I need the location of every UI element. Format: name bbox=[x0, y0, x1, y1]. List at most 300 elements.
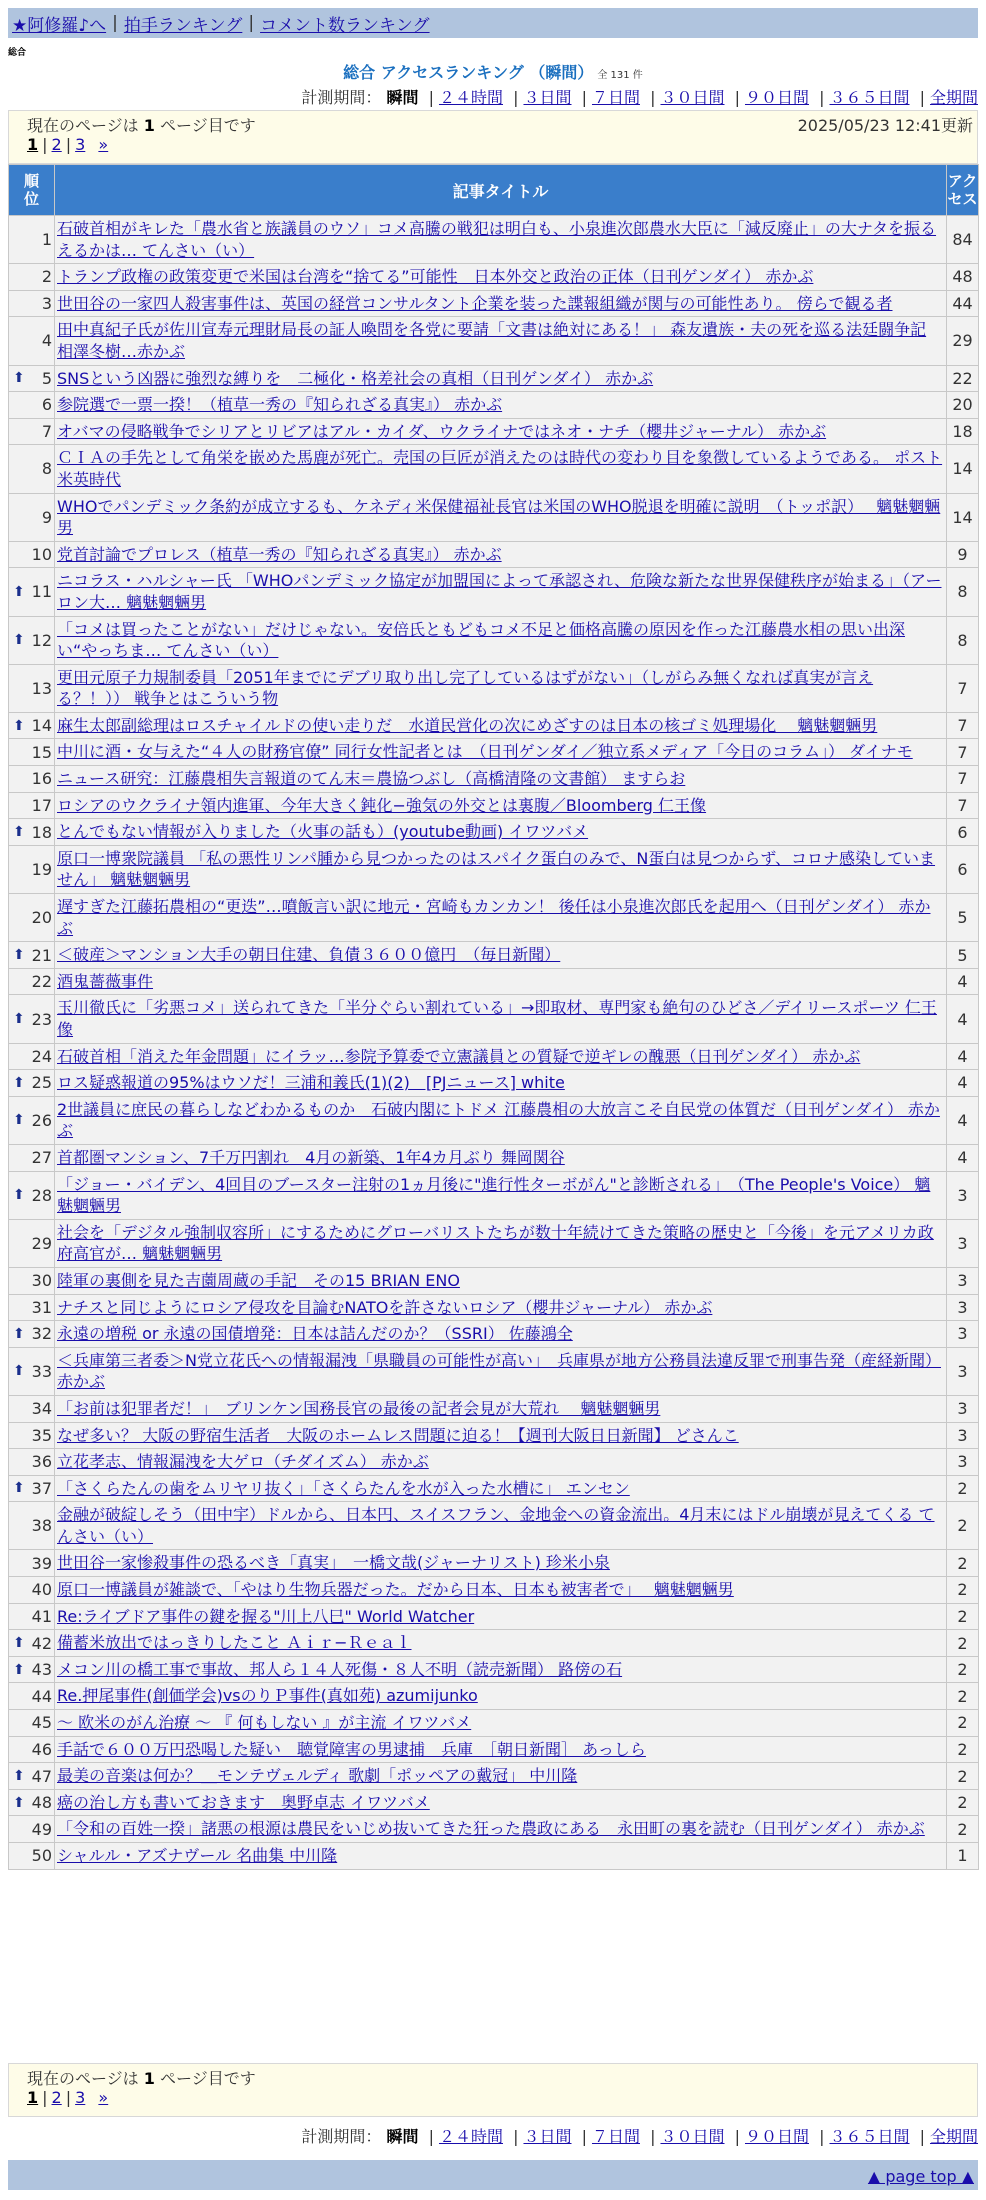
article-link[interactable]: 陸軍の裏側を見た吉薗周蔵の手記 その15 BRIAN ENO bbox=[57, 1270, 460, 1290]
article-link[interactable]: 玉川徹氏に「劣悪コメ」送られてきた「半分ぐらい割れている」→即取材、専門家も絶句のひどさ／デイリースポーツ 仁王像 bbox=[57, 998, 937, 1039]
table-row bbox=[9, 819, 979, 846]
rank-number: 47 bbox=[31, 1766, 52, 1786]
rank-number: 49 bbox=[31, 1819, 52, 1839]
title-cell bbox=[55, 1816, 947, 1843]
rank-cell bbox=[9, 1577, 55, 1604]
article-link[interactable]: ナチスと同じようにロシア侵攻を目論むNATOを許さないロシア（櫻井ジャーナル） 赤かぶ bbox=[57, 1297, 713, 1317]
article-link[interactable]: ニコラス・ハルシャー氏 「WHOパンデミック協定が加盟国によって承認され、危険な新たな世界保健秩序が始まる」（アーロン大… 魑魅魍魎男 bbox=[57, 571, 942, 612]
top-nav-bar bbox=[8, 8, 978, 38]
table-row bbox=[9, 1736, 979, 1763]
table-row bbox=[9, 216, 979, 264]
table-row bbox=[9, 894, 979, 942]
rank-number: 45 bbox=[31, 1713, 52, 1733]
title-cell bbox=[55, 766, 947, 793]
rank-number: 42 bbox=[31, 1633, 52, 1653]
table-row bbox=[9, 664, 979, 712]
rank-number: 40 bbox=[31, 1580, 52, 1600]
table-row bbox=[9, 1683, 979, 1710]
rank-cell bbox=[9, 1843, 55, 1870]
table-row bbox=[9, 1550, 979, 1577]
table-row bbox=[9, 317, 979, 365]
article-link[interactable]: 社会を「デジタル強制収容所」にするためにグローバリストたちが数十年続けてきた策略の歴史と「今後」を元アメリカ政府高官が… 魑魅魍魎男 bbox=[57, 1222, 934, 1264]
rank-number: 1 bbox=[41, 230, 52, 250]
rank-number: 20 bbox=[31, 908, 52, 928]
rank-cell bbox=[9, 1070, 55, 1097]
access-count: 2 bbox=[947, 1816, 979, 1843]
rank-number: 48 bbox=[31, 1793, 52, 1813]
table-row bbox=[9, 845, 979, 893]
article-link[interactable]: 中川に酒・女与えた“４人の財務官僚” 同行女性記者とは （日刊ゲンダイ／独立系メディア「今日のコラム」） ダイナモ bbox=[57, 742, 913, 762]
title-cell bbox=[55, 819, 947, 846]
title-cell bbox=[55, 1294, 947, 1321]
rank-cell bbox=[9, 264, 55, 291]
rank-cell bbox=[9, 1710, 55, 1737]
updated-time: 2025/05/23 12:41更新 bbox=[797, 116, 973, 135]
rank-cell bbox=[9, 541, 55, 568]
table-row bbox=[9, 1502, 979, 1550]
rank-up-arrow-icon: ⬆ bbox=[13, 1187, 25, 1204]
rank-cell bbox=[9, 819, 55, 846]
rank-cell bbox=[9, 739, 55, 766]
rank-up-arrow-icon: ⬆ bbox=[13, 1363, 25, 1380]
title-cell bbox=[55, 1603, 947, 1630]
title-cell bbox=[55, 1347, 947, 1395]
table-header-row bbox=[9, 165, 979, 216]
table-row bbox=[9, 493, 979, 541]
article-link[interactable]: 世田谷の一家四人殺害事件は、英国の経営コンサルタント企業を装った諜報組織が関与の可能性あり。 傍らで観る者 bbox=[57, 293, 893, 313]
period-365d[interactable]: ３６５日間 bbox=[829, 88, 910, 107]
title-cell bbox=[55, 1475, 947, 1502]
total-count: 全 131 件 bbox=[597, 70, 643, 81]
rank-cell bbox=[9, 392, 55, 419]
article-link[interactable]: オバマの侵略戦争でシリアとリビアはアル・カイダ、ウクライナではネオ・ナチ（櫻井ジャーナル） 赤かぶ bbox=[57, 421, 827, 441]
rank-cell bbox=[9, 568, 55, 616]
article-link[interactable]: 金融が破綻しそう（田中宇）ドルから、日本円、スイスフラン、金地金への資金流出。4月末にはドル崩壊が見えてくる てんさい（い） bbox=[57, 1505, 935, 1546]
rank-number: 44 bbox=[31, 1686, 52, 1706]
access-count: 3 bbox=[947, 1395, 979, 1422]
title-cell bbox=[55, 1171, 947, 1219]
article-link[interactable]: 原口一博衆院議員 「私の悪性リンパ腫から見つかったのはスパイク蛋白のみで、N蛋白は見つからず、コロナ感染していません」 魑魅魍魎男 bbox=[57, 848, 936, 890]
access-count: 14 bbox=[947, 493, 979, 541]
rank-number: 22 bbox=[31, 972, 52, 992]
rank-number: 24 bbox=[31, 1046, 52, 1066]
separator: | bbox=[112, 13, 118, 33]
article-link[interactable]: 田中真紀子氏が佐川宣寿元理財局長の証人喚問を各党に要請「文書は絶対にある！」 森友遺族・夫の死を巡る法廷闘争記 相澤冬樹…赤かぶ bbox=[57, 320, 927, 361]
article-link[interactable]: 麻生太郎副総理はロスチャイルドの使い走りだ 水道民営化の次にめざすのは日本の核ゴミ処理場化 魑魅魍魎男 bbox=[57, 715, 878, 735]
rank-cell bbox=[9, 1422, 55, 1449]
period-24h[interactable]: ２４時間 bbox=[438, 88, 503, 107]
title-cell bbox=[55, 1843, 947, 1870]
table-row bbox=[9, 1347, 979, 1395]
article-link[interactable]: 立花孝志、情報漏洩を大ゲロ（チダイズム） 赤かぶ bbox=[57, 1452, 429, 1472]
article-link[interactable]: ロシアのウクライナ領内進軍、今年大きく鈍化−強気の外交とは裏腹／Bloomberg 仁王像 bbox=[57, 795, 707, 815]
table-row bbox=[9, 1656, 979, 1683]
article-link[interactable]: 党首討論でプロレス（植草一秀の『知られざる真実』） 赤かぶ bbox=[57, 544, 502, 564]
article-link[interactable]: 癌の治し方も書いておきます 奥野卓志 イワツバメ bbox=[57, 1792, 430, 1812]
period-30d[interactable]: ３０日間 bbox=[660, 2127, 725, 2146]
rank-up-arrow-icon: ⬆ bbox=[13, 1325, 25, 1342]
access-count: 3 bbox=[947, 1219, 979, 1267]
title-cell bbox=[55, 1683, 947, 1710]
rank-number: 37 bbox=[31, 1478, 52, 1498]
title-cell bbox=[55, 1502, 947, 1550]
title-cell bbox=[55, 216, 947, 264]
access-count: 6 bbox=[947, 845, 979, 893]
article-link[interactable]: 永遠の増税 or 永遠の国債増発：日本は詰んだのか？（SSRI） 佐藤鴻全 bbox=[57, 1324, 573, 1344]
rank-number: 11 bbox=[31, 582, 52, 602]
period-current: 瞬間 bbox=[386, 2127, 419, 2146]
article-link[interactable]: WHOでパンデミック条約が成立するも、ケネディ米保健福祉長官は米国のWHO脱退を明確に説明 （トッポ訳） 魑魅魍魎男 bbox=[57, 496, 941, 538]
rank-cell bbox=[9, 792, 55, 819]
table-row bbox=[9, 1294, 979, 1321]
page-status: 現在のページは 1 ページ目です bbox=[27, 116, 256, 135]
period-30d[interactable]: ３０日間 bbox=[660, 88, 725, 107]
article-link[interactable]: 「コメは買ったことがない」だけじゃない。安倍氏ともどもコメ不足と価格高騰の原因を作った江藤農水相の思い出深い“やっちま… てんさい（い） bbox=[57, 619, 906, 661]
table-row bbox=[9, 264, 979, 291]
period-7d[interactable]: ７日間 bbox=[591, 2127, 640, 2146]
title-cell bbox=[55, 1449, 947, 1476]
rank-number: 26 bbox=[31, 1110, 52, 1130]
rank-number: 21 bbox=[31, 945, 52, 965]
period-all[interactable]: 全期間 bbox=[929, 88, 978, 107]
table-row bbox=[9, 1043, 979, 1070]
rank-number: 29 bbox=[31, 1233, 52, 1253]
title-cell bbox=[55, 1096, 947, 1144]
rank-cell bbox=[9, 1294, 55, 1321]
rank-number: 32 bbox=[31, 1324, 52, 1344]
rank-number: 25 bbox=[31, 1073, 52, 1093]
pager-top bbox=[8, 110, 978, 164]
access-count: 4 bbox=[947, 1144, 979, 1171]
table-row bbox=[9, 290, 979, 317]
access-count: 2 bbox=[947, 1710, 979, 1737]
page-title bbox=[0, 60, 986, 83]
access-count: 4 bbox=[947, 968, 979, 995]
article-link[interactable]: ＜破産＞マンション大手の朝日住建、負債３６００億円 （毎日新聞） bbox=[57, 945, 561, 965]
access-count: 2 bbox=[947, 1603, 979, 1630]
table-row bbox=[9, 1449, 979, 1476]
rank-cell bbox=[9, 664, 55, 712]
rank-cell bbox=[9, 1043, 55, 1070]
access-count: 3 bbox=[947, 1321, 979, 1348]
title-cell bbox=[55, 1550, 947, 1577]
page-3-link[interactable]: 3 bbox=[75, 135, 86, 154]
access-count: 6 bbox=[947, 819, 979, 846]
title-cell bbox=[55, 1577, 947, 1604]
article-link[interactable]: なぜ多い？ 大阪の野宿生活者 大阪のホームレス問題に迫る！【週刊大阪日日新聞】 どさんこ bbox=[57, 1425, 739, 1445]
title-cell bbox=[55, 1789, 947, 1816]
access-count: 3 bbox=[947, 1171, 979, 1219]
table-row bbox=[9, 1321, 979, 1348]
rank-up-arrow-icon: ⬆ bbox=[13, 947, 25, 964]
rank-number: 13 bbox=[31, 678, 52, 698]
title-cell bbox=[55, 616, 947, 664]
period-label: 計測期間： bbox=[301, 88, 382, 107]
table-row bbox=[9, 1267, 979, 1294]
rank-number: 38 bbox=[31, 1516, 52, 1536]
period-24h[interactable]: ２４時間 bbox=[438, 2127, 503, 2146]
article-link[interactable]: SNSという凶器に強烈な縛りを 二極化・格差社会の真相（日刊ゲンダイ） 赤かぶ bbox=[57, 368, 654, 388]
rank-number: 30 bbox=[31, 1271, 52, 1291]
rank-number: 39 bbox=[31, 1553, 52, 1573]
access-count: 7 bbox=[947, 766, 979, 793]
access-count: 7 bbox=[947, 664, 979, 712]
table-row bbox=[9, 1843, 979, 1870]
rank-number: 2 bbox=[41, 267, 52, 287]
access-count: 1 bbox=[947, 1843, 979, 1870]
rank-number: 14 bbox=[31, 716, 52, 736]
period-selector-bottom: 計測期間： 瞬間 | ２４時間 | ３日間 | ７日間 | ３０日間 | ９０日間 | ３６５日間 | 全期間 bbox=[301, 2127, 978, 2146]
title-cell bbox=[55, 445, 947, 493]
access-count: 3 bbox=[947, 1422, 979, 1449]
access-count: 9 bbox=[947, 541, 979, 568]
rank-number: 27 bbox=[31, 1148, 52, 1168]
asyura-home-link[interactable]: ★阿修羅♪へ bbox=[12, 15, 107, 36]
ranking-table-body bbox=[9, 216, 979, 1870]
rank-cell bbox=[9, 317, 55, 365]
rank-number: 19 bbox=[31, 859, 52, 879]
access-count: 4 bbox=[947, 995, 979, 1043]
access-count: 2 bbox=[947, 1577, 979, 1604]
access-count: 2 bbox=[947, 1550, 979, 1577]
article-link[interactable]: 「令和の百姓一揆」諸悪の根源は農民をいじめ抜いてきた狂った農政にある 永田町の裏を読む（日刊ゲンダイ） 赤かぶ bbox=[57, 1819, 925, 1839]
rank-cell bbox=[9, 766, 55, 793]
article-link[interactable]: ロス疑惑報道の95%はウソだ！三浦和義氏(1)(2) [PJニュース] white bbox=[57, 1073, 565, 1093]
access-count: 2 bbox=[947, 1502, 979, 1550]
page-2-link[interactable]: 2 bbox=[51, 2088, 62, 2107]
ranking-title: 総合 アクセスランキング （瞬間） bbox=[343, 63, 594, 82]
rank-cell bbox=[9, 1267, 55, 1294]
rank-number: 41 bbox=[31, 1606, 52, 1626]
rank-number: 28 bbox=[31, 1185, 52, 1205]
article-link[interactable]: ＜兵庫第三者委＞N党立花氏への情報漏洩「県職員の可能性が高い」 兵庫県が地方公務員法違反罪で刑事告発（産経新聞） 赤かぶ bbox=[57, 1350, 941, 1392]
table-row bbox=[9, 1475, 979, 1502]
page-1-current: 1 bbox=[27, 135, 39, 154]
article-link[interactable]: 世田谷一家惨殺事件の恐るべき「真実」 一橋文哉(ジャーナリスト) 珍米小泉 bbox=[57, 1553, 610, 1573]
article-link[interactable]: 2世議員に庶民の暮らしなどわかるものか 石破内閣にトドメ 江藤農相の大放言こそ自民党の体質だ（日刊ゲンダイ） 赤かぶ bbox=[57, 1099, 940, 1141]
rank-cell bbox=[9, 1630, 55, 1657]
title-cell bbox=[55, 845, 947, 893]
rank-cell bbox=[9, 1449, 55, 1476]
title-cell bbox=[55, 1710, 947, 1737]
next-page-link[interactable]: » bbox=[98, 2088, 109, 2107]
page-links-bottom: 1 | 2 | 3 » bbox=[27, 2088, 109, 2107]
table-row bbox=[9, 1219, 979, 1267]
period-all[interactable]: 全期間 bbox=[929, 2127, 978, 2146]
title-cell bbox=[55, 1070, 947, 1097]
period-7d[interactable]: ７日間 bbox=[591, 88, 640, 107]
access-count: 44 bbox=[947, 290, 979, 317]
separator: | bbox=[248, 13, 255, 33]
article-link[interactable]: 最美の音楽は何か？＿モンテヴェルディ 歌劇「ポッペアの戴冠」 中川隆 bbox=[57, 1766, 578, 1786]
rank-cell bbox=[9, 1347, 55, 1395]
title-cell bbox=[55, 1144, 947, 1171]
rank-number: 23 bbox=[31, 1009, 52, 1029]
table-row bbox=[9, 1603, 979, 1630]
article-link[interactable]: 「お前は犯罪者だ！」 ブリンケン国務長官の最後の記者会見が大荒れ 魑魅魍魎男 bbox=[57, 1398, 661, 1418]
period-365d[interactable]: ３６５日間 bbox=[829, 2127, 910, 2146]
article-link[interactable]: 更田元原子力規制委員「2051年までにデブリ取り出し完了しているはずがない」（しがらみ無くなれば真実が言える？！）） 戦争とはこういう物 bbox=[57, 667, 874, 709]
rank-up-arrow-icon: ⬆ bbox=[13, 583, 25, 600]
title-cell bbox=[55, 1763, 947, 1790]
period-label: 計測期間： bbox=[301, 2127, 382, 2146]
article-link[interactable]: 「さくらたんの歯をムリヤリ抜く」「さくらたんを水が入った水槽に」 エンセン bbox=[57, 1478, 630, 1498]
access-count: 29 bbox=[947, 317, 979, 365]
rank-number: 34 bbox=[31, 1399, 52, 1419]
table-row bbox=[9, 792, 979, 819]
rank-number: 6 bbox=[41, 395, 52, 415]
access-count: 22 bbox=[947, 365, 979, 392]
page-top-link[interactable]: ▲ page top ▲ bbox=[867, 2167, 974, 2186]
period-90d[interactable]: ９０日間 bbox=[744, 2127, 809, 2146]
rank-cell bbox=[9, 290, 55, 317]
rank-up-arrow-icon: ⬆ bbox=[13, 824, 25, 841]
rank-cell bbox=[9, 845, 55, 893]
rank-cell bbox=[9, 1683, 55, 1710]
title-cell bbox=[55, 290, 947, 317]
rank-cell bbox=[9, 1816, 55, 1843]
article-link[interactable]: ＣＩＡの手先として角栄を嵌めた馬鹿が死亡。売国の巨匠が消えたのは時代の変わり目を象徴しているようである。 ポスト米英時代 bbox=[57, 448, 943, 489]
rank-cell bbox=[9, 1763, 55, 1790]
access-count: 7 bbox=[947, 792, 979, 819]
title-cell bbox=[55, 894, 947, 942]
access-count: 4 bbox=[947, 1070, 979, 1097]
article-link[interactable]: シャルル・アズナヴール 名曲集 中川隆 bbox=[57, 1846, 338, 1865]
access-count: 2 bbox=[947, 1789, 979, 1816]
table-row bbox=[9, 418, 979, 445]
rank-up-arrow-icon: ⬆ bbox=[13, 1768, 25, 1785]
table-row bbox=[9, 1171, 979, 1219]
rank-cell bbox=[9, 1219, 55, 1267]
article-link[interactable]: 石破首相がキレた「農水省と族議員のウソ」コメ高騰の戦犯は明白も、小泉進次郎農水大臣に「減反廃止」の大ナタを振るえるかは… てんさい（い） bbox=[57, 219, 937, 260]
article-link[interactable]: 「ジョー・バイデン、4回目のブースター注射の1ヵ月後に"進行性ターボがん"と診断される」 （The People's Voice） 魑魅魍魎男 bbox=[57, 1174, 931, 1216]
article-link[interactable]: 首都圏マンション、7千万円割れ 4月の新築、1年4カ月ぶり 舞岡関谷 bbox=[57, 1147, 565, 1167]
title-cell bbox=[55, 739, 947, 766]
rank-cell bbox=[9, 1502, 55, 1550]
rank-cell bbox=[9, 942, 55, 969]
title-cell bbox=[55, 493, 947, 541]
article-link[interactable]: メコン川の橋工事で事故、邦人ら１４人死傷・８人不明（読売新聞） 路傍の石 bbox=[57, 1659, 623, 1679]
access-count: 3 bbox=[947, 1294, 979, 1321]
article-link[interactable]: 石破首相「消えた年金問題」にイラッ…参院予算委で立憲議員との質疑で逆ギレの醜悪（日刊ゲンダイ） 赤かぶ bbox=[57, 1046, 861, 1066]
rank-cell bbox=[9, 1789, 55, 1816]
title-cell bbox=[55, 418, 947, 445]
access-count: 2 bbox=[947, 1736, 979, 1763]
rank-number: 18 bbox=[31, 822, 52, 842]
period-90d[interactable]: ９０日間 bbox=[744, 88, 809, 107]
table-row bbox=[9, 365, 979, 392]
article-link[interactable]: 遅すぎた江藤拓農相の“更迭”…噴飯言い訳に地元・宮崎もカンカン！ 後任は小泉進次郎氏を起用へ（日刊ゲンダイ） 赤かぶ bbox=[57, 897, 931, 938]
title-cell bbox=[55, 1267, 947, 1294]
rank-up-arrow-icon: ⬆ bbox=[13, 1011, 25, 1027]
period-3d[interactable]: ３日間 bbox=[523, 2127, 572, 2146]
rank-cell bbox=[9, 1656, 55, 1683]
table-row bbox=[9, 766, 979, 793]
table-row bbox=[9, 1096, 979, 1144]
page-links: 1 | 2 | 3 » bbox=[27, 135, 109, 154]
table-row bbox=[9, 995, 979, 1043]
rank-up-arrow-icon: ⬆ bbox=[13, 1794, 25, 1811]
table-row bbox=[9, 568, 979, 616]
rank-up-arrow-icon: ⬆ bbox=[13, 632, 25, 649]
rank-cell bbox=[9, 1603, 55, 1630]
article-link[interactable]: 酒鬼薔薇事件 bbox=[57, 971, 154, 991]
article-link[interactable]: Re:ライブドア事件の鍵を握る"川上八巳" World Watcher bbox=[57, 1606, 475, 1626]
rank-number: 36 bbox=[31, 1452, 52, 1472]
rank-cell bbox=[9, 1144, 55, 1171]
table-row bbox=[9, 1763, 979, 1790]
table-row bbox=[9, 445, 979, 493]
rank-cell bbox=[9, 712, 55, 739]
access-count: 5 bbox=[947, 942, 979, 969]
article-link[interactable]: 参院選で一票一揆！（植草一秀の『知られざる真実』） 赤かぶ bbox=[57, 395, 503, 415]
title-cell bbox=[55, 968, 947, 995]
rank-cell bbox=[9, 1736, 55, 1763]
title-cell bbox=[55, 541, 947, 568]
rank-number: 8 bbox=[41, 459, 52, 479]
rank-cell bbox=[9, 1096, 55, 1144]
access-count: 2 bbox=[947, 1630, 979, 1657]
rank-cell bbox=[9, 216, 55, 264]
rank-cell bbox=[9, 995, 55, 1043]
rank-up-arrow-icon: ⬆ bbox=[13, 1480, 25, 1497]
article-link[interactable]: ニュース研究：江藤農相失言報道のてん末＝農協つぶし（高橋清隆の文書館） ますらお bbox=[57, 769, 686, 789]
table-row bbox=[9, 942, 979, 969]
title-cell bbox=[55, 1321, 947, 1348]
table-row bbox=[9, 1395, 979, 1422]
applause-ranking-link[interactable]: 拍手ランキング bbox=[123, 15, 243, 36]
access-count: 3 bbox=[947, 1347, 979, 1395]
rank-number: 33 bbox=[31, 1361, 52, 1381]
rank-number: 50 bbox=[31, 1846, 52, 1866]
comment-ranking-link[interactable]: コメント数ランキング bbox=[260, 15, 430, 36]
rank-cell bbox=[9, 1171, 55, 1219]
access-count: 3 bbox=[947, 1449, 979, 1476]
article-link[interactable]: ～ 欧米のがん治療 ～ 『 何もしない 』が主流 イワツバメ bbox=[57, 1713, 472, 1733]
article-link[interactable]: とんでもない情報が入りました（火事の話も）(youtube動画) イワツバメ bbox=[57, 822, 589, 842]
rank-cell bbox=[9, 365, 55, 392]
title-cell bbox=[55, 664, 947, 712]
table-row bbox=[9, 1630, 979, 1657]
rank-number: 17 bbox=[31, 795, 52, 815]
article-link[interactable]: トランプ政権の政策変更で米国は台湾を“捨てる”可能性 日本外交と政治の正体（日刊ゲンダイ） 赤かぶ bbox=[57, 267, 814, 287]
table-row bbox=[9, 1789, 979, 1816]
rank-number: 46 bbox=[31, 1739, 52, 1759]
header-rank: 順位 bbox=[9, 165, 55, 216]
title-cell bbox=[55, 317, 947, 365]
rank-cell bbox=[9, 1475, 55, 1502]
title-cell bbox=[55, 392, 947, 419]
pager-bottom bbox=[8, 2063, 978, 2117]
next-page-link[interactable]: » bbox=[98, 135, 109, 154]
access-count: 84 bbox=[947, 216, 979, 264]
page-2-link[interactable]: 2 bbox=[51, 135, 62, 154]
access-count: 2 bbox=[947, 1683, 979, 1710]
rank-up-arrow-icon: ⬆ bbox=[13, 370, 25, 387]
page-3-link[interactable]: 3 bbox=[75, 2088, 86, 2107]
table-row bbox=[9, 1816, 979, 1843]
article-link[interactable]: 手話で６００万円恐喝した疑い 聴覚障害の男逮捕 兵庫 ［朝日新聞］ あっしら bbox=[57, 1739, 646, 1759]
title-cell bbox=[55, 365, 947, 392]
article-link[interactable]: 備蓄米放出ではっきりしたこと Ａｉｒ−Ｒｅａｌ bbox=[57, 1633, 412, 1653]
title-cell bbox=[55, 1043, 947, 1070]
rank-up-arrow-icon: ⬆ bbox=[13, 717, 25, 734]
period-selector-top: 計測期間： 瞬間 | ２４時間 | ３日間 | ７日間 | ３０日間 | ９０日間 | ３６５日間 | 全期間 bbox=[301, 88, 978, 107]
period-3d[interactable]: ３日間 bbox=[523, 88, 572, 107]
article-link[interactable]: 原口一博議員が雑談で、「やはり生物兵器だった。だから日本、日本も被害者で」 魑魅魍魎男 bbox=[57, 1580, 734, 1600]
rank-number: 7 bbox=[41, 422, 52, 442]
article-link[interactable]: Re.押尾事件(創価学会)vsのりＰ事件(真如苑) azumijunko bbox=[57, 1686, 478, 1706]
